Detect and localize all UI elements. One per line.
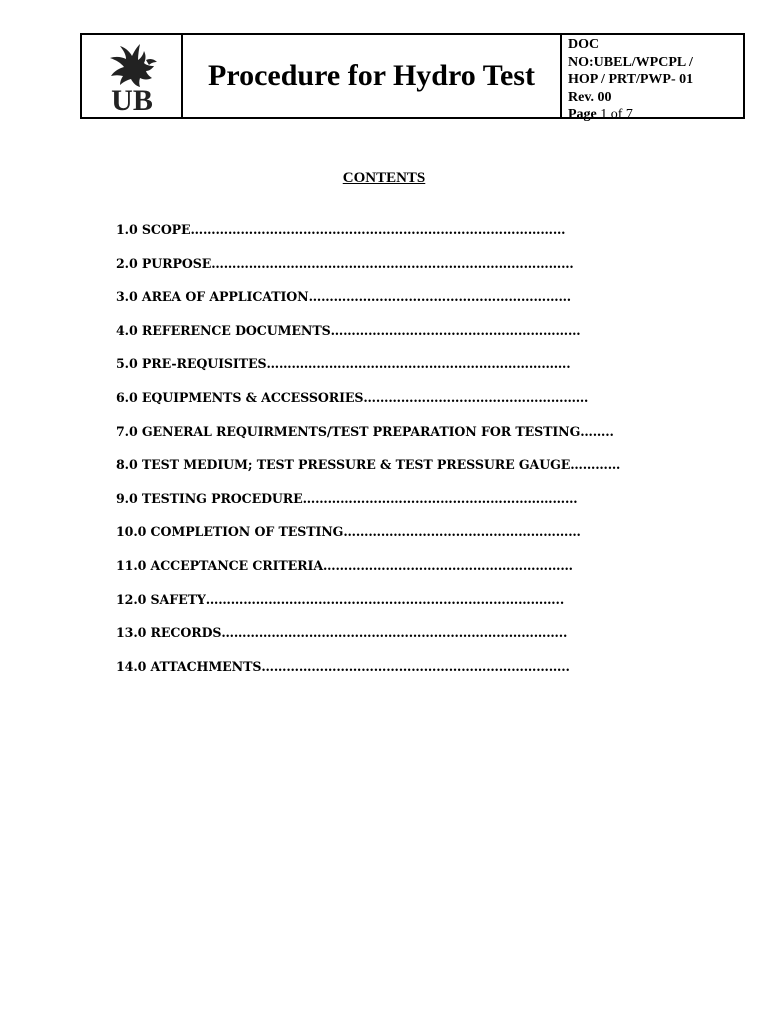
- toc-item: 14.0 ATTACHMENTS………………………………………………………………..: [116, 658, 570, 674]
- doc-number-line: HOP / PRT/PWP- 01: [568, 72, 694, 87]
- title-cell: [183, 35, 562, 117]
- toc-item: 12.0 SAFETY…………………………………………………………………………..: [116, 591, 565, 607]
- document-header: [80, 33, 745, 122]
- logo-cell: [82, 35, 183, 117]
- toc-item: 11.0 ACCEPTANCE CRITERIA……………………………………………………: [116, 557, 573, 573]
- revision-line: Rev. 00: [568, 89, 612, 105]
- doc-info-cell: [562, 35, 743, 122]
- toc-item: 5.0 PRE-REQUISITES……………………………………………………………….: [116, 356, 571, 372]
- page-line: [568, 106, 737, 124]
- contents-heading: CONTENTS: [342, 170, 426, 186]
- toc-item: 2.0 PURPOSE……………………………………………………………………………: [116, 255, 574, 271]
- doc-line: DOC: [568, 37, 600, 52]
- doc-number-line: NO:UBEL/WPCPL /: [568, 54, 693, 70]
- ub-pegasus-logo-icon: [96, 38, 168, 114]
- toc-item: 6.0 EQUIPMENTS & ACCESSORIES………………………………………………: [116, 389, 589, 405]
- page-numbers: 1 of 7: [600, 107, 633, 122]
- toc-item: 7.0 GENERAL REQUIRMENTS/TEST PREPARATION FOR TESTING……..: [116, 423, 614, 439]
- table-of-contents: [116, 220, 676, 690]
- toc-item: 1.0 SCOPE………………………………………………………………………………: [116, 222, 566, 237]
- page-label: Page: [568, 107, 597, 122]
- toc-item: 8.0 TEST MEDIUM; TEST PRESSURE & TEST PRESSURE GAUGE…………: [116, 457, 621, 473]
- logo-letters: UB: [110, 84, 153, 114]
- toc-item: 10.0 COMPLETION OF TESTING…………………………………………………: [116, 524, 581, 540]
- document-title: Procedure for Hydro Test: [208, 59, 535, 92]
- toc-item: 9.0 TESTING PROCEDURE…………………………………………………………: [116, 490, 578, 506]
- toc-item: 13.0 RECORDS………………………………………………………………………..: [116, 625, 568, 641]
- toc-item: 3.0 AREA OF APPLICATION………………………………………………………: [116, 289, 571, 305]
- toc-item: 4.0 REFERENCE DOCUMENTS……………………………………………………: [116, 322, 581, 338]
